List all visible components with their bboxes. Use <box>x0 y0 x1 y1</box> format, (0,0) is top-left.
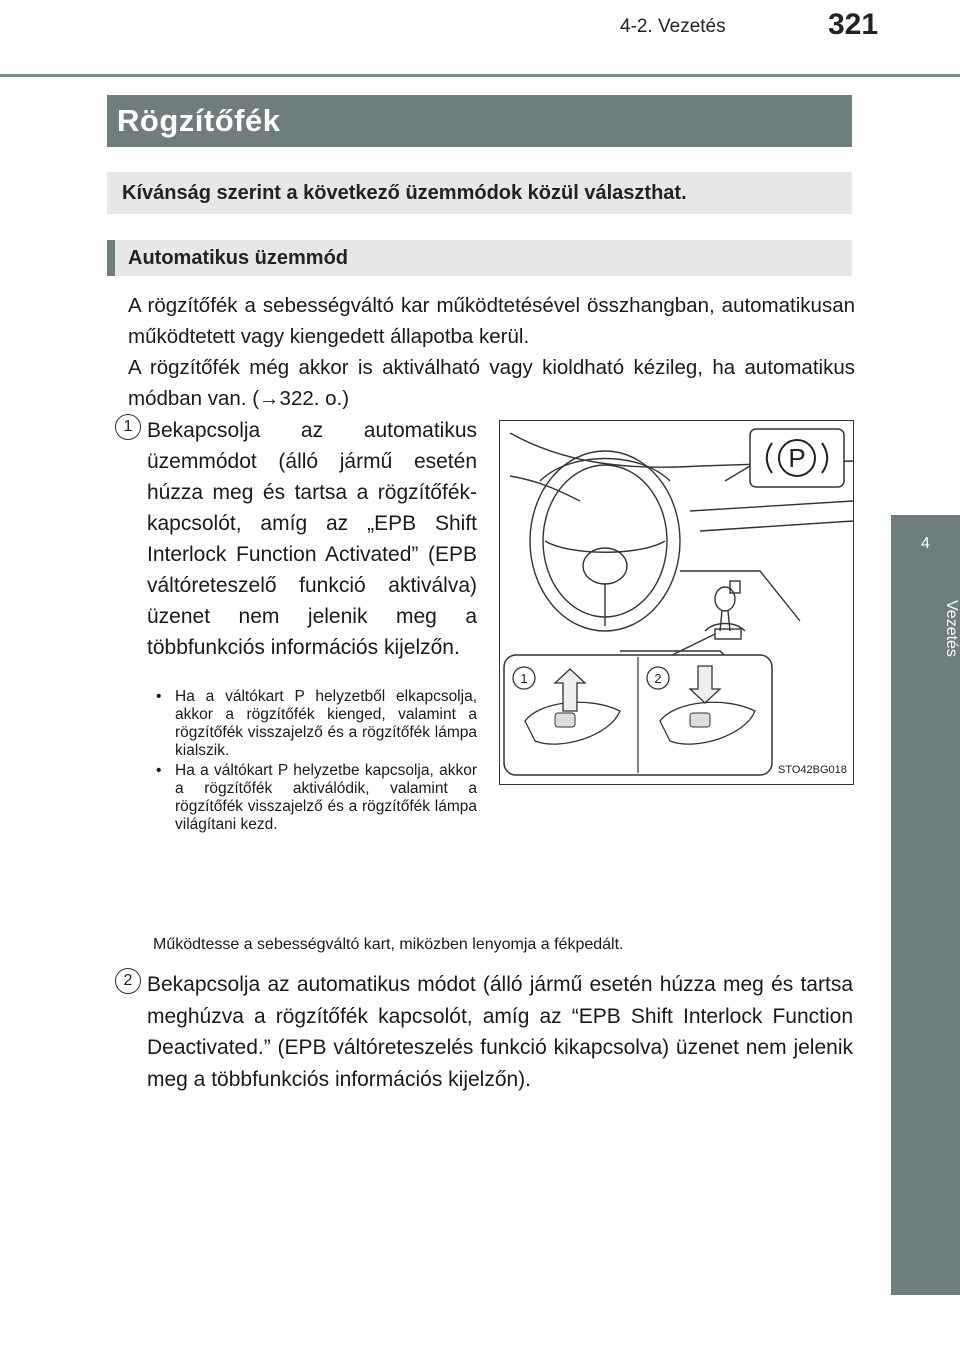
chapter-label-text: Vezetés <box>943 600 960 657</box>
intro-text: Kívánság szerint a következő üzemmódok közül választhat. <box>122 182 687 204</box>
page-number: 321 <box>828 8 879 41</box>
illustration-drawing <box>500 421 853 784</box>
subheading-accent <box>107 240 115 276</box>
chapter-number: 4 <box>921 535 930 552</box>
bullet-item: • Ha a váltókart P helyzetbe kapcsolja, akkor a rögzítőfék aktiválódik, valamint a rögzítőfék visszajelző és a rögzítőfék lámpa világítani kezd. <box>153 762 477 834</box>
step-1-text: Bekapcsolja az automatikus üzemmódot (álló jármű esetén húzza meg és tartsa a rögzítőfék-kapcsolót, amíg az „EPB Shift Interlock Function Activated” (EPB váltóreteszelő funkció aktiválva) üzenet nem jelenik meg a többfunkciós információs kijelzőn. <box>147 419 477 659</box>
indicator-symbol: P <box>788 443 806 473</box>
bullet-item: • Ha a váltókart P helyzetből elkapcsolja, akkor a rögzítőfék kienged, valamint a rögzítőfék visszajelző és a rögzítőfék lámpa kialszik. <box>153 688 477 760</box>
header-rule <box>0 74 960 77</box>
step-2-text: Bekapcsolja az automatikus módot (álló jármű esetén húzza meg és tartsa meghúzva a rögzítőfék kapcsolót, amíg az “EPB Shift Interlock Function Deactivated.” (EPB váltóreteszelés funkció kikapcsolva) üzenet nem jelenik meg a többfunkciós információs kijelzőn). <box>147 973 853 1091</box>
paragraph-1: A rögzítőfék a sebességváltó kar működtetésével összhangban, automatikusan működtetett vagy kiengedett állapotba kerül. <box>128 294 855 348</box>
step-number-2: 2 <box>115 968 141 994</box>
note-text: Működtesse a sebességváltó kart, miközben lenyomja a fékpedált. <box>153 936 624 953</box>
parking-brake-illustration <box>499 420 854 785</box>
paragraph-2: A rögzítőfék még akkor is aktiválható vagy kioldható kézileg, ha automatikus módban van. (→322. o.) <box>128 356 855 410</box>
step-1-bullets <box>153 688 477 836</box>
figure-code: STO42BG018 <box>778 764 847 776</box>
chapter-label <box>891 600 960 680</box>
subheading: Automatikus üzemmód <box>128 247 349 269</box>
step-number-1: 1 <box>115 414 141 440</box>
page-title: Rögzítőfék <box>117 103 281 138</box>
inset-label-1: 1 <box>520 671 528 686</box>
inset-label-2: 2 <box>654 671 662 686</box>
section-label: 4-2. Vezetés <box>620 16 726 37</box>
